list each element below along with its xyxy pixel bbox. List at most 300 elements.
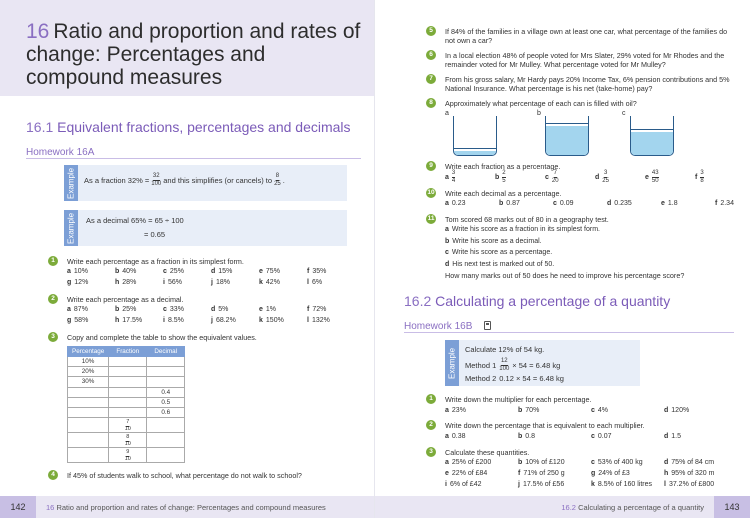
item-value: 58% (74, 317, 89, 324)
table-row (68, 433, 185, 448)
question-10-item (553, 200, 574, 207)
item-letter: b (518, 433, 523, 440)
question-2-item (307, 317, 330, 324)
question-2-item (115, 317, 142, 324)
homework-16b-q2-item (664, 433, 681, 440)
item-value: 25% (169, 268, 184, 275)
question-5-text: If 84% of the families in a village own at least one car, what percentage of the families do not own a car? (445, 27, 728, 45)
item-value: 6% of £42 (449, 481, 482, 488)
homework-16b-q3-item (518, 470, 565, 477)
question-9-item: d 3 25 (595, 170, 609, 184)
item-letter: d (607, 200, 612, 207)
question-3-text: Copy and complete the table to show the equivalent values. (67, 333, 257, 342)
question-number: 7 (426, 74, 436, 84)
table-cell: 0.4 (147, 387, 185, 397)
item-value: 95% of 320 m (671, 470, 715, 477)
homework-16b-q3-item (591, 459, 643, 466)
frac-den: 100 (499, 366, 510, 372)
item-value: 1.5 (671, 433, 682, 440)
item-value: 10% (73, 268, 88, 275)
table-header: Percentage (68, 347, 109, 357)
question-2-item (67, 306, 88, 313)
item-letter: c (591, 433, 595, 440)
fraction-32-100 (151, 173, 161, 188)
fraction-8-25 (274, 173, 281, 188)
item-letter: a (445, 459, 449, 466)
question-10-text: Write each decimal as a percentage. (445, 189, 562, 198)
item-letter: b (518, 459, 523, 466)
can-label: b (537, 110, 541, 117)
item-letter: a (445, 226, 449, 233)
question-number: 8 (426, 98, 436, 108)
footer-text (46, 503, 326, 512)
item-value: 2.34 (720, 200, 734, 207)
homework-16b-q2-text: Write down the percentage that is equivalent to each multiplier. (445, 421, 645, 430)
item-value: 24% of £3 (598, 470, 630, 477)
chapter-title: Ratio and proportion and rates of change: Percentages and compound measures (26, 20, 361, 89)
item-value: 42% (265, 279, 280, 286)
item-value: 0.09 (559, 200, 574, 207)
homework-16b-q3-item (445, 459, 491, 466)
table-cell (147, 377, 185, 387)
table-row (68, 397, 185, 407)
question-2-text: Write each percentage as a decimal. (67, 295, 184, 304)
question-1-item (163, 268, 184, 275)
item-letter: f (715, 200, 718, 207)
item-letter: b (115, 268, 120, 275)
method-1-rest: × 54 = 6.48 kg (512, 361, 561, 370)
question-number: 3 (48, 332, 58, 342)
frac-den: 100 (151, 181, 162, 187)
question-9-item: b 2 5 (495, 170, 506, 184)
item-value: 37.2% of £800 (668, 481, 715, 488)
question-11-tail: How many marks out of 50 does he need to improve his percentage score? (445, 271, 685, 280)
table-cell (68, 418, 109, 433)
chapter-number: 16 (26, 20, 50, 43)
question-1-item (211, 279, 230, 286)
question-2-item (163, 317, 184, 324)
question-6-text: In a local election 48% of people voted for Mrs Slater, 29% voted for Mr Rhodes and the remainder voted for Mr Mulley. What percentage voted for Mr Mulley? (445, 51, 725, 69)
example-3-method-1 (465, 358, 560, 373)
frac-num: 32 (152, 173, 160, 179)
table-cell: $\frac{8}{10}$ (109, 433, 147, 448)
question-10-item (499, 200, 520, 207)
question-1-item (307, 268, 326, 275)
homework-16b-q3-text: Calculate these quantities. (445, 448, 530, 457)
page-number: 143 (714, 496, 750, 518)
table-cell: $\frac{9}{10}$ (109, 448, 147, 463)
question-1-item (115, 279, 136, 286)
item-letter: c (591, 407, 595, 414)
item-value: 25% (122, 306, 137, 313)
item-value: 0.23 (451, 200, 466, 207)
homework-16b-q3-item (518, 459, 565, 466)
item-letter: d (211, 306, 216, 313)
homework-16b-q3-item (664, 481, 714, 488)
question-2-item (115, 306, 136, 313)
item-letter: k (259, 317, 263, 324)
calculator-icon (484, 321, 491, 330)
item-letter: e (259, 306, 263, 313)
oil-can (630, 116, 674, 156)
question-number: 10 (427, 189, 435, 196)
item-value: 22% of £84 (451, 470, 488, 477)
item-value: Write his score as a fraction in its simplest form. (451, 226, 600, 233)
question-11-part (445, 249, 552, 256)
table-cell (109, 377, 147, 387)
homework-16b-q2-item (518, 433, 535, 440)
question-9-text: Write each fraction as a percentage. (445, 162, 561, 171)
question-number: 3 (426, 447, 436, 457)
section-title: Equivalent fractions, percentages and decimals (57, 119, 351, 135)
item-letter: b (445, 237, 450, 245)
item-letter: a (445, 433, 449, 440)
example-2-line-2: = 0.65 (144, 230, 166, 239)
method-label: Method 1 (465, 361, 497, 370)
ex1-mid: and this simplifies (or cancels) to (163, 176, 273, 185)
item-value: 120% (671, 407, 690, 414)
item-letter: h (115, 317, 120, 324)
left-footer (0, 496, 375, 518)
item-letter: e (259, 268, 263, 275)
item-letter: c (591, 459, 595, 466)
method-label: Method 2 (465, 374, 497, 383)
item-value: 25% of £200 (451, 459, 492, 466)
item-letter: j (211, 317, 213, 324)
item-value: 1.8 (667, 200, 678, 207)
homework-16b-q3-item (664, 459, 714, 466)
item-value: 87% (73, 306, 88, 313)
item-letter: b (518, 407, 523, 414)
item-value: 10% of £120 (525, 459, 565, 466)
table-cell: $\frac{7}{10}$ (109, 418, 147, 433)
homework-16b-q3-item (518, 481, 564, 488)
question-8-text: Approximately what percentage of each can is filled with oil? (445, 99, 637, 108)
frac-num: 8 (275, 173, 280, 179)
question-number: 4 (48, 470, 58, 480)
question-2-item (259, 317, 284, 324)
table-row (68, 407, 185, 417)
section-title: Calculating a percentage of a quantity (435, 293, 671, 309)
question-1-item (163, 279, 182, 286)
table-cell (147, 367, 185, 377)
item-value: 150% (265, 317, 284, 324)
example-2-line-1: As a decimal 65% = 65 ÷ 100 (86, 216, 184, 225)
homework-16b-q3-item (445, 481, 481, 488)
table-cell (147, 433, 185, 448)
question-2-item (211, 317, 236, 324)
table-header: Fraction (109, 347, 147, 357)
item-value: 23% (451, 407, 466, 414)
frac-num: 12 (500, 358, 508, 364)
example-box-3 (445, 340, 640, 386)
item-letter: i (163, 317, 165, 324)
ex1-post: . (282, 176, 285, 185)
item-letter: e (445, 470, 449, 477)
question-number: 1 (48, 256, 58, 266)
item-value: 0.235 (614, 200, 632, 207)
homework-16b-q2-item (445, 433, 466, 440)
page-number: 142 (0, 496, 36, 518)
example-tab: Example (64, 210, 78, 246)
item-value: 15% (218, 268, 233, 275)
example-3-method-2 (465, 374, 564, 383)
table-header: Decimal (147, 347, 185, 357)
homework-label: Homework 16B (404, 321, 473, 332)
oil-surface (454, 148, 496, 151)
item-value: 132% (311, 317, 330, 324)
table-cell: 0.6 (147, 407, 185, 417)
question-1-item (307, 279, 322, 286)
question-9-item: e 43 50 (645, 170, 659, 184)
question-number: 2 (426, 420, 436, 430)
oil-fill (454, 151, 496, 155)
table-cell (68, 433, 109, 448)
footer-section-number: 16.2 (561, 503, 576, 512)
item-letter: f (307, 306, 310, 313)
item-letter: g (67, 317, 72, 324)
table-row (68, 357, 185, 367)
item-letter: c (445, 249, 449, 256)
item-letter: d (664, 433, 669, 440)
homework-16b-q3-item (445, 470, 487, 477)
item-value: 40% (122, 268, 137, 275)
item-value: 53% of 400 kg (597, 459, 643, 466)
equivalence-table (67, 346, 185, 463)
table-row (68, 448, 185, 463)
oil-can (453, 116, 497, 156)
item-value: 56% (167, 279, 182, 286)
homework-16b-q1-item (518, 407, 539, 414)
item-letter: k (259, 279, 263, 286)
oil-surface (546, 123, 588, 126)
item-letter: a (67, 306, 71, 313)
table-cell (147, 357, 185, 367)
question-1-item (67, 268, 88, 275)
item-value: 28% (122, 279, 137, 286)
question-1-item (259, 268, 280, 275)
question-number: 6 (426, 50, 436, 60)
item-letter: g (67, 279, 72, 286)
homework-heading-16a: Homework 16A (26, 147, 361, 159)
homework-16b-q1-item (445, 407, 466, 414)
question-number: 5 (426, 26, 436, 36)
item-value: 18% (215, 279, 230, 286)
item-letter: b (115, 306, 120, 313)
table-cell: 0.5 (147, 397, 185, 407)
item-value: 6% (311, 279, 323, 286)
question-2-item (163, 306, 184, 313)
item-value: 5% (218, 306, 229, 313)
question-number: 1 (426, 394, 436, 404)
item-letter: i (445, 481, 447, 488)
item-value: 33% (169, 306, 184, 313)
section-number: 16.2 (404, 293, 432, 309)
table-cell (109, 357, 147, 367)
example-box-2 (64, 210, 347, 246)
item-letter: j (518, 481, 520, 488)
item-value: 1% (265, 306, 277, 313)
table-cell (68, 448, 109, 463)
homework-16b-q3-item (591, 470, 630, 477)
item-value: 0.38 (451, 433, 466, 440)
item-letter: j (211, 279, 213, 286)
question-10-item (445, 200, 466, 207)
item-letter: h (115, 279, 120, 286)
question-1-item (67, 279, 88, 286)
example-tab: Example (64, 165, 78, 201)
example-1-text (84, 173, 285, 188)
table-cell (68, 387, 109, 397)
table-cell: 30% (68, 377, 109, 387)
example-3-line-1: Calculate 12% of 54 kg. (465, 345, 545, 354)
section-heading-16-1 (26, 119, 351, 135)
question-1-text: Write each percentage as a fraction in its simplest form. (67, 257, 244, 266)
question-11-part (445, 226, 600, 233)
footer-chapter-number: 16 (46, 503, 55, 512)
item-letter: d (664, 459, 669, 466)
footer-chapter-title: Ratio and proportion and rates of change: Percentages and compound measures (56, 503, 326, 512)
table-row (68, 418, 185, 433)
example-box-1 (64, 165, 347, 201)
table-cell (109, 407, 147, 417)
item-letter: g (591, 470, 596, 477)
item-letter: a (445, 407, 449, 414)
question-number: 9 (426, 161, 436, 171)
example-tab: Example (445, 340, 459, 386)
homework-heading-16b (404, 321, 734, 333)
fraction-12-100 (499, 358, 509, 373)
item-letter: l (307, 279, 309, 286)
item-letter: d (445, 260, 450, 268)
item-letter: h (664, 470, 669, 477)
homework-16b-q1-item (664, 407, 689, 414)
question-9-item: f 3 8 (695, 170, 704, 184)
item-letter: i (163, 279, 165, 286)
question-10-item (715, 200, 734, 207)
footer-section-title: Calculating a percentage of a quantity (578, 503, 704, 512)
table-cell: 10% (68, 357, 109, 367)
question-11-part (445, 261, 554, 268)
question-1-item (211, 268, 232, 275)
question-2-item (259, 306, 276, 313)
table-cell (147, 418, 185, 433)
item-value: 0.87 (506, 200, 520, 207)
question-number: 2 (48, 294, 58, 304)
homework-16b-q1-text: Write down the multiplier for each percentage. (445, 395, 592, 404)
table-cell (68, 397, 109, 407)
item-value: 17.5% of £56 (522, 481, 565, 488)
section-number: 16.1 (26, 119, 54, 135)
item-value: 71% of 250 g (523, 470, 565, 477)
table-cell (109, 387, 147, 397)
item-value: 17.5% (122, 317, 143, 324)
item-letter: b (499, 200, 504, 207)
oil-can (545, 116, 589, 156)
item-letter: c (163, 306, 167, 313)
question-11-part (445, 238, 542, 245)
method-2-rest: 0.12 × 54 = 6.48 kg (499, 374, 564, 383)
question-number: 11 (427, 215, 435, 222)
item-letter: d (664, 407, 669, 414)
item-value: 8.5% (167, 317, 184, 324)
ex1-pre: As a fraction 32% = (84, 176, 150, 185)
item-value: 12% (74, 279, 89, 286)
item-letter: l (307, 317, 309, 324)
item-letter: c (163, 268, 167, 275)
table-row (68, 377, 185, 387)
homework-16b-q3-item (591, 481, 652, 488)
right-page (375, 0, 750, 518)
item-value: 68.2% (215, 317, 236, 324)
question-9-item: a 3 4 (445, 170, 456, 184)
table-row (68, 387, 185, 397)
item-letter: a (445, 200, 449, 207)
table-cell: 20% (68, 367, 109, 377)
question-10-item (607, 200, 632, 207)
homework-16b-q1-item (591, 407, 608, 414)
chapter-title-banner (0, 0, 375, 96)
item-letter: f (307, 268, 310, 275)
question-1-item (259, 279, 280, 286)
question-2-item (307, 306, 326, 313)
question-9-item: c 7 20 (545, 170, 559, 184)
homework-16b-q2-item (591, 433, 612, 440)
right-footer (375, 496, 750, 518)
table-cell (68, 407, 109, 417)
question-1-item (115, 268, 136, 275)
item-letter: f (518, 470, 521, 477)
question-2-item (67, 317, 88, 324)
table-cell (109, 367, 147, 377)
homework-16b-q3-item (664, 470, 714, 477)
oil-fill (546, 126, 588, 155)
item-letter: d (211, 268, 216, 275)
item-value: 75% (265, 268, 280, 275)
item-value: 75% of 84 cm (671, 459, 715, 466)
footer-text (561, 503, 704, 512)
table-row (68, 367, 185, 377)
question-11-text: Tom scored 68 marks out of 80 in a geography test. (445, 215, 609, 224)
question-2-item (211, 306, 228, 313)
oil-surface (631, 129, 673, 132)
question-7-text: From his gross salary, Mr Hardy pays 20% Income Tax, 6% pension contributions and 5% National Insurance. What percentage is his net (take-home) pay? (445, 75, 730, 93)
item-value: 0.07 (597, 433, 612, 440)
item-value: 70% (525, 407, 540, 414)
item-value: Write his score as a percentage. (451, 249, 553, 256)
item-value: 0.8 (525, 433, 536, 440)
item-value: 8.5% of 160 litres (597, 481, 652, 488)
item-letter: c (553, 200, 557, 207)
item-letter: a (67, 268, 71, 275)
item-value: 35% (312, 268, 327, 275)
can-label: a (445, 110, 449, 117)
table-cell (147, 448, 185, 463)
oil-fill (631, 132, 673, 155)
item-value: 72% (312, 306, 327, 313)
item-value: 4% (597, 407, 609, 414)
item-letter: e (661, 200, 665, 207)
question-10-item (661, 200, 678, 207)
can-label: c (622, 110, 626, 117)
question-4-text: If 45% of students walk to school, what percentage do not walk to school? (67, 471, 302, 480)
item-value: His next test is marked out of 50. (452, 260, 555, 268)
table-cell (109, 397, 147, 407)
frac-den: 25 (274, 181, 281, 187)
item-letter: l (664, 481, 666, 488)
section-heading-16-2 (404, 293, 670, 309)
item-letter: k (591, 481, 595, 488)
